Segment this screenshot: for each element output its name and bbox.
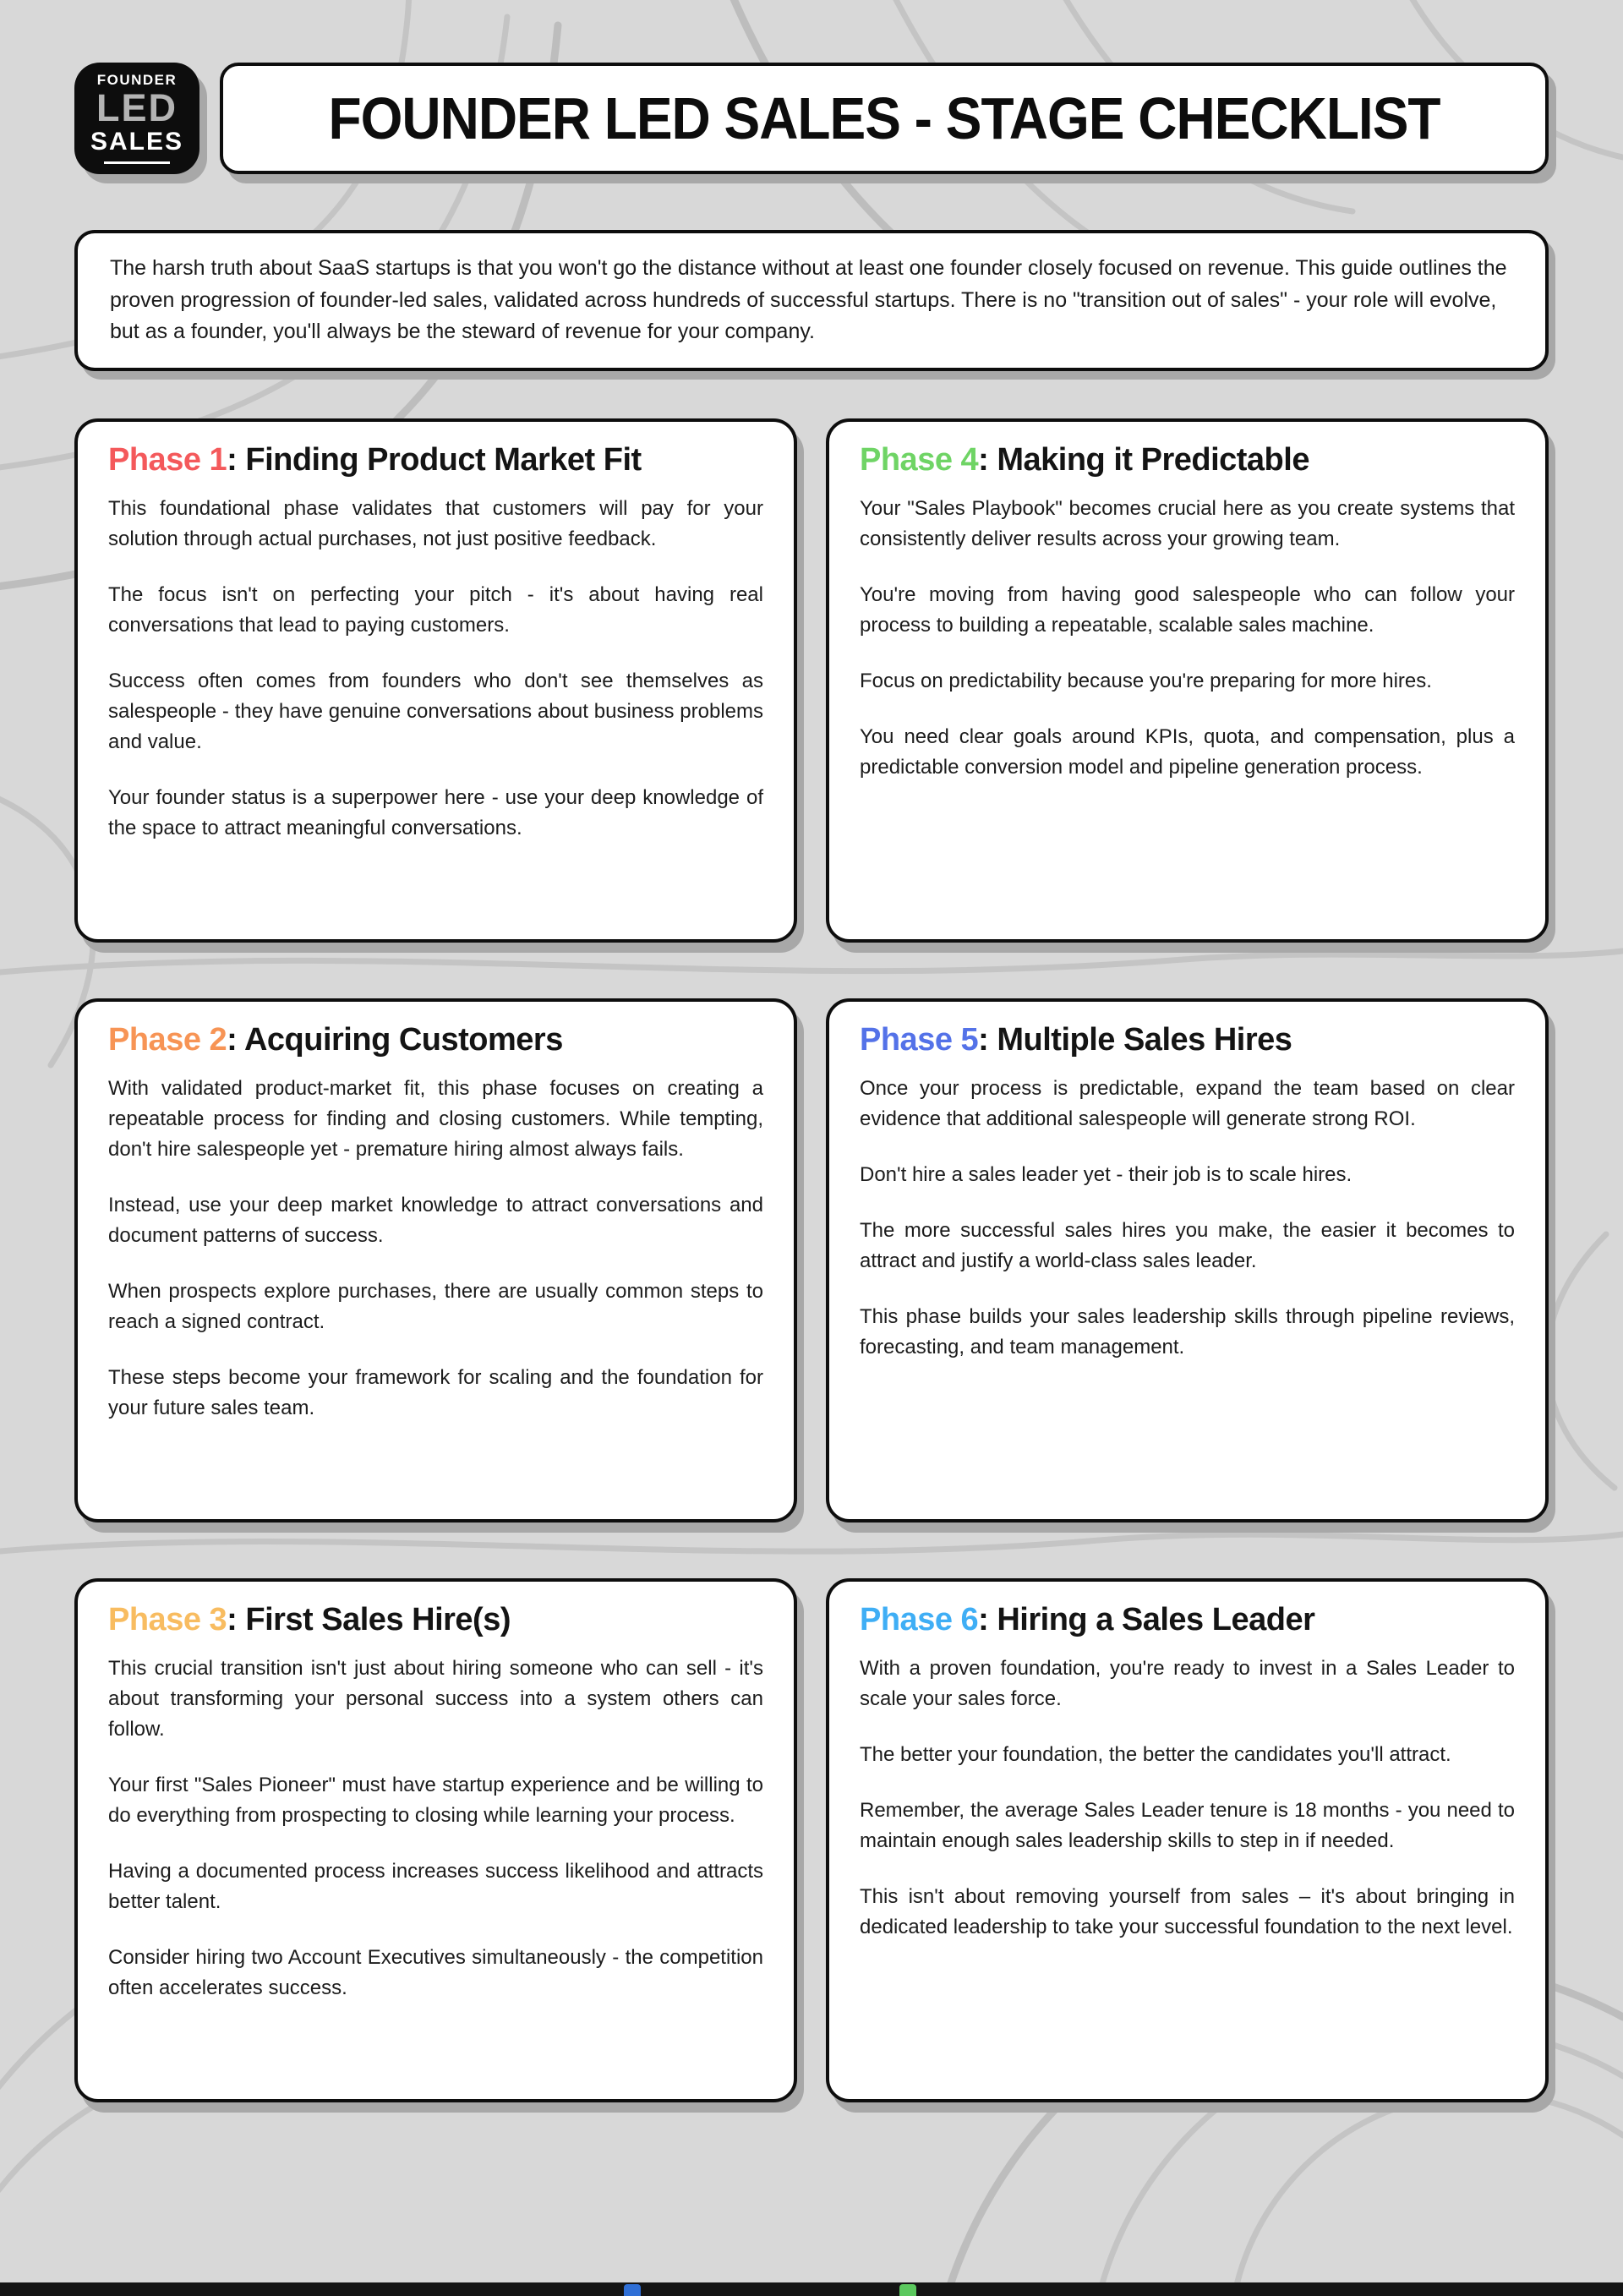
phase-5-paragraph: This phase builds your sales leadership skills through pipeline reviews, forecasting, and team management. bbox=[860, 1304, 1515, 1358]
phase-2-label: Phase 2 bbox=[108, 1021, 227, 1058]
phase-5-card bbox=[826, 998, 1549, 1522]
phase-6-title bbox=[860, 1602, 1515, 1638]
phase-1-paragraph: Your founder status is a superpower here - use your deep knowledge of the space to attract meaningful conversations. bbox=[108, 785, 763, 839]
phase-6-card bbox=[826, 1578, 1549, 2102]
phase-3-card bbox=[74, 1578, 797, 2102]
footer-accent-blue bbox=[624, 2284, 641, 2296]
phase-2-paragraph: These steps become your framework for scaling and the foundation for your future sales team. bbox=[108, 1365, 763, 1419]
phase-1-title bbox=[108, 442, 763, 478]
phase-5-paragraph: Once your process is predictable, expand the team based on clear evidence that additional salespeople will generate strong ROI. bbox=[860, 1076, 1515, 1130]
phase-5-heading: : Multiple Sales Hires bbox=[978, 1021, 1292, 1058]
title-banner bbox=[220, 63, 1549, 174]
phase-6-label: Phase 6 bbox=[860, 1601, 979, 1637]
phase-2-heading: : Acquiring Customers bbox=[227, 1021, 563, 1058]
phase-6-heading: : Hiring a Sales Leader bbox=[978, 1601, 1315, 1637]
phase-6-paragraph: Remember, the average Sales Leader tenure is 18 months - you need to maintain enough sales leadership skills to step in if needed. bbox=[860, 1798, 1515, 1852]
phase-4-title bbox=[860, 442, 1515, 478]
phase-6-paragraph: This isn't about removing yourself from sales – it's about bringing in dedicated leadership to take your successful foundation to the next level. bbox=[860, 1884, 1515, 1938]
phase-2-title bbox=[108, 1022, 763, 1058]
phase-2-paragraph: When prospects explore purchases, there are usually common steps to reach a signed contract. bbox=[108, 1279, 763, 1333]
intro-text: The harsh truth about SaaS startups is that you won't go the distance without at least one founder closely focused on revenue. This guide outlines the proven progression of founder-led sales, validated across hundreds of successful startups. There is no "transition out of sales" - your role will evolve, but as a founder, you'll always be the steward of revenue for your company. bbox=[110, 256, 1507, 343]
footer-accent-green bbox=[899, 2284, 916, 2296]
phase-5-title bbox=[860, 1022, 1515, 1058]
logo-text-led: LED bbox=[96, 86, 178, 130]
phase-4-paragraph: Focus on predictability because you're preparing for more hires. bbox=[860, 669, 1432, 692]
phase-1-heading: : Finding Product Market Fit bbox=[227, 441, 642, 478]
founder-led-sales-logo bbox=[74, 63, 199, 174]
intro-box bbox=[74, 230, 1549, 371]
phase-1-paragraph: Success often comes from founders who don't see themselves as salespeople - they have genuine conversations about business problems and value. bbox=[108, 669, 763, 753]
phase-2-card bbox=[74, 998, 797, 1522]
phase-3-paragraph: Your first "Sales Pioneer" must have startup experience and be willing to do everything from prospecting to closing while learning your process. bbox=[108, 1773, 763, 1827]
phase-5-paragraph: Don't hire a sales leader yet - their job is to scale hires. bbox=[860, 1162, 1352, 1186]
page-header bbox=[74, 63, 1549, 174]
phase-2-paragraph: Instead, use your deep market knowledge to attract conversations and document patterns of success. bbox=[108, 1193, 763, 1247]
page-title: FOUNDER LED SALES - STAGE CHECKLIST bbox=[328, 85, 1440, 151]
logo-text-sales: SALES bbox=[90, 128, 184, 156]
phase-4-paragraph: Your "Sales Playbook" becomes crucial here as you create systems that consistently deliver results across your growing team. bbox=[860, 496, 1515, 550]
phase-1-card bbox=[74, 418, 797, 943]
phase-1-label: Phase 1 bbox=[108, 441, 227, 478]
phase-4-paragraph: You need clear goals around KPIs, quota, and compensation, plus a predictable conversion model and pipeline generation process. bbox=[860, 724, 1515, 779]
logo-text-founder: FOUNDER bbox=[96, 71, 178, 88]
phase-2-paragraph: With validated product-market fit, this phase focuses on creating a repeatable process for finding and closing customers. While tempting, don't hire salespeople yet - premature hiring almost always fails. bbox=[108, 1076, 763, 1161]
phase-6-paragraph: With a proven foundation, you're ready to invest in a Sales Leader to scale your sales force. bbox=[860, 1656, 1515, 1710]
phase-4-paragraph: You're moving from having good salespeople who can follow your process to building a repeatable, scalable sales machine. bbox=[860, 582, 1515, 637]
footer-bar bbox=[0, 2282, 1623, 2296]
phase-5-label: Phase 5 bbox=[860, 1021, 979, 1058]
logo-underline bbox=[104, 161, 170, 164]
phase-3-title bbox=[108, 1602, 763, 1638]
phase-4-heading: : Making it Predictable bbox=[978, 441, 1309, 478]
phase-3-paragraph: This crucial transition isn't just about hiring someone who can sell - it's about transforming your personal success into a system others can follow. bbox=[108, 1656, 763, 1741]
phase-5-paragraph: The more successful sales hires you make, the easier it becomes to attract and justify a world-class sales leader. bbox=[860, 1218, 1515, 1272]
phase-4-card bbox=[826, 418, 1549, 943]
phase-3-paragraph: Having a documented process increases success likelihood and attracts better talent. bbox=[108, 1859, 763, 1913]
phase-1-paragraph: The focus isn't on perfecting your pitch - it's about having real conversations that lead to paying customers. bbox=[108, 582, 763, 637]
phase-3-paragraph: Consider hiring two Account Executives simultaneously - the competition often accelerates success. bbox=[108, 1945, 763, 1999]
phase-3-label: Phase 3 bbox=[108, 1601, 227, 1637]
phase-6-paragraph: The better your foundation, the better the candidates you'll attract. bbox=[860, 1742, 1451, 1766]
phase-4-label: Phase 4 bbox=[860, 441, 979, 478]
phase-cards-grid bbox=[74, 418, 1549, 2102]
phase-3-heading: : First Sales Hire(s) bbox=[227, 1601, 511, 1637]
phase-1-paragraph: This foundational phase validates that customers will pay for your solution through actual purchases, not just positive feedback. bbox=[108, 496, 763, 550]
